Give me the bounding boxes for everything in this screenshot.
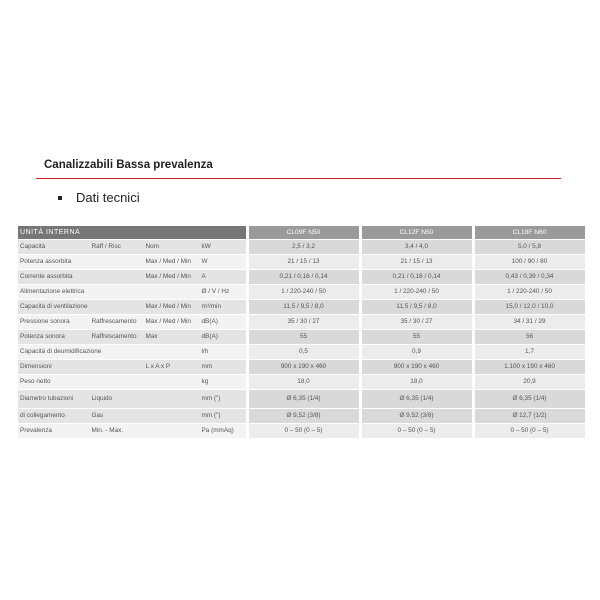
header-indoor-unit: UNITÀ INTERNA xyxy=(18,226,246,240)
table-row xyxy=(18,315,585,330)
cell-value: 35 / 30 / 27 xyxy=(362,315,472,330)
cell-value: 15,0 / 12,0 / 10,0 xyxy=(475,300,585,315)
row-sublabel xyxy=(90,300,144,315)
cell-value: 900 x 190 x 460 xyxy=(249,360,359,375)
pipes-label-line2: di collegamento xyxy=(18,409,90,424)
row-qualifier xyxy=(144,285,200,300)
header-model-2: CL12F N50 xyxy=(362,226,472,240)
cell-value: 11,5 / 9,5 / 8,0 xyxy=(362,300,472,315)
cell-value: 5,0 / 5,8 xyxy=(475,240,585,255)
row-label: Prevalenza xyxy=(18,424,90,439)
table-row-pipes-liquid xyxy=(18,390,585,409)
row-unit: A xyxy=(200,270,246,285)
row-qualifier xyxy=(144,424,200,439)
row-unit: mm (") xyxy=(200,409,246,424)
table-row xyxy=(18,424,585,439)
section-title: Canalizzabili Bassa prevalenza xyxy=(44,159,213,171)
cell-value: 1 / 220-240 / 50 xyxy=(249,285,359,300)
cell-value: 0,43 / 0,39 / 0,34 xyxy=(475,270,585,285)
row-unit: mm (") xyxy=(200,390,246,409)
cell-value: 55 xyxy=(249,330,359,345)
cell-value: 0 – 50 (0 – 5) xyxy=(362,424,472,439)
row-sublabel xyxy=(90,270,144,285)
cell-value: 35 / 30 / 27 xyxy=(249,315,359,330)
cell-value: 18,0 xyxy=(362,375,472,390)
cell-value: 0,9 xyxy=(362,345,472,360)
table-row xyxy=(18,345,585,360)
cell-value: 1 / 220-240 / 50 xyxy=(475,285,585,300)
table-row-pipes-gas xyxy=(18,409,585,424)
cell-value: 0 – 50 (0 – 5) xyxy=(249,424,359,439)
row-label: Dimensioni xyxy=(18,360,90,375)
table-row xyxy=(18,360,585,375)
table-row xyxy=(18,255,585,270)
spec-table xyxy=(18,226,585,439)
cell-value: 18,0 xyxy=(249,375,359,390)
cell-value: 900 x 190 x 460 xyxy=(362,360,472,375)
row-unit: W xyxy=(200,255,246,270)
cell-value: 100 / 90 / 80 xyxy=(475,255,585,270)
row-sublabel xyxy=(90,375,144,390)
table-row xyxy=(18,285,585,300)
cell-value: Ø 9,52 (3/8) xyxy=(362,409,472,424)
row-unit: Pa (mmAq) xyxy=(200,424,246,439)
cell-value: Ø 6,35 (1/4) xyxy=(249,390,359,409)
row-qualifier: Max / Med / Min xyxy=(144,315,200,330)
cell-value: 11,5 / 9,5 / 8,0 xyxy=(249,300,359,315)
cell-value: 34 / 31 / 29 xyxy=(475,315,585,330)
pipes-liquid-label: Liquido xyxy=(90,390,144,409)
cell-value: 1 / 220-240 / 50 xyxy=(362,285,472,300)
row-unit: l/h xyxy=(200,345,246,360)
row-unit: dB(A) xyxy=(200,330,246,345)
row-label: Potenza sonora xyxy=(18,330,90,345)
cell-value: 21 / 15 / 13 xyxy=(249,255,359,270)
cell-value: Ø 6,35 (1/4) xyxy=(475,390,585,409)
cell-value: 3,4 / 4,0 xyxy=(362,240,472,255)
table-row xyxy=(18,375,585,390)
row-unit: mm xyxy=(200,360,246,375)
cell-value: 1,7 xyxy=(475,345,585,360)
row-unit: m³/min xyxy=(200,300,246,315)
row-sublabel xyxy=(90,360,144,375)
table-row xyxy=(18,270,585,285)
row-label: Alimentazione elettrica xyxy=(18,285,90,300)
cell-value: 55 xyxy=(362,330,472,345)
cell-value: 0 – 50 (0 – 5) xyxy=(475,424,585,439)
bullet-item xyxy=(58,190,140,205)
table-header-row xyxy=(18,226,585,240)
pipes-gas-label: Gas xyxy=(90,409,144,424)
pipes-label-line1: Diametro tubazioni xyxy=(18,390,90,409)
row-qualifier: Max / Med / Min xyxy=(144,255,200,270)
row-sublabel: Raff / Risc xyxy=(90,240,144,255)
row-unit: kW xyxy=(200,240,246,255)
table-row xyxy=(18,330,585,345)
row-unit: kg xyxy=(200,375,246,390)
cell-value: 20,9 xyxy=(475,375,585,390)
cell-value: 0,5 xyxy=(249,345,359,360)
cell-value: 0,21 / 0,16 / 0,14 xyxy=(362,270,472,285)
row-label: Capacità xyxy=(18,240,90,255)
row-sublabel: Raffrescamento xyxy=(90,330,144,345)
row-label: Potenza assorbita xyxy=(18,255,90,270)
cell-value: 2,5 / 3,2 xyxy=(249,240,359,255)
title-divider xyxy=(36,178,561,179)
header-model-1: CL09F N50 xyxy=(249,226,359,240)
row-label: Capacità di deumidificazione xyxy=(18,345,200,360)
row-qualifier: Max / Med / Min xyxy=(144,300,200,315)
cell-value: 56 xyxy=(475,330,585,345)
row-label: Peso netto xyxy=(18,375,90,390)
cell-value: Ø 9,52 (3/8) xyxy=(249,409,359,424)
row-unit: Ø / V / Hz xyxy=(200,285,246,300)
cell-value: Ø 12,7 (1/2) xyxy=(475,409,585,424)
row-qualifier: Nom xyxy=(144,240,200,255)
cell-value: 1.100 x 190 x 460 xyxy=(475,360,585,375)
table-row xyxy=(18,240,585,255)
row-unit: dB(A) xyxy=(200,315,246,330)
row-label: Capacità di ventilazione xyxy=(18,300,90,315)
cell-value: Ø 6,35 (1/4) xyxy=(362,390,472,409)
row-label: Corrente assorbita xyxy=(18,270,90,285)
row-sublabel xyxy=(90,255,144,270)
row-qualifier xyxy=(144,375,200,390)
row-sublabel: Min. - Max. xyxy=(90,424,144,439)
row-qualifier: Max xyxy=(144,330,200,345)
row-qualifier: Max / Med / Min xyxy=(144,270,200,285)
cell-value: 21 / 15 / 13 xyxy=(362,255,472,270)
row-qualifier: L x A x P xyxy=(144,360,200,375)
bullet-square-icon xyxy=(58,196,62,200)
table-row xyxy=(18,300,585,315)
cell-value: 0,21 / 0,16 / 0,14 xyxy=(249,270,359,285)
row-label: Pressione sonora xyxy=(18,315,90,330)
header-model-3: CL18F N60 xyxy=(475,226,585,240)
bullet-text: Dati tecnici xyxy=(76,190,140,205)
row-sublabel xyxy=(90,285,144,300)
row-sublabel: Raffrescamento xyxy=(90,315,144,330)
